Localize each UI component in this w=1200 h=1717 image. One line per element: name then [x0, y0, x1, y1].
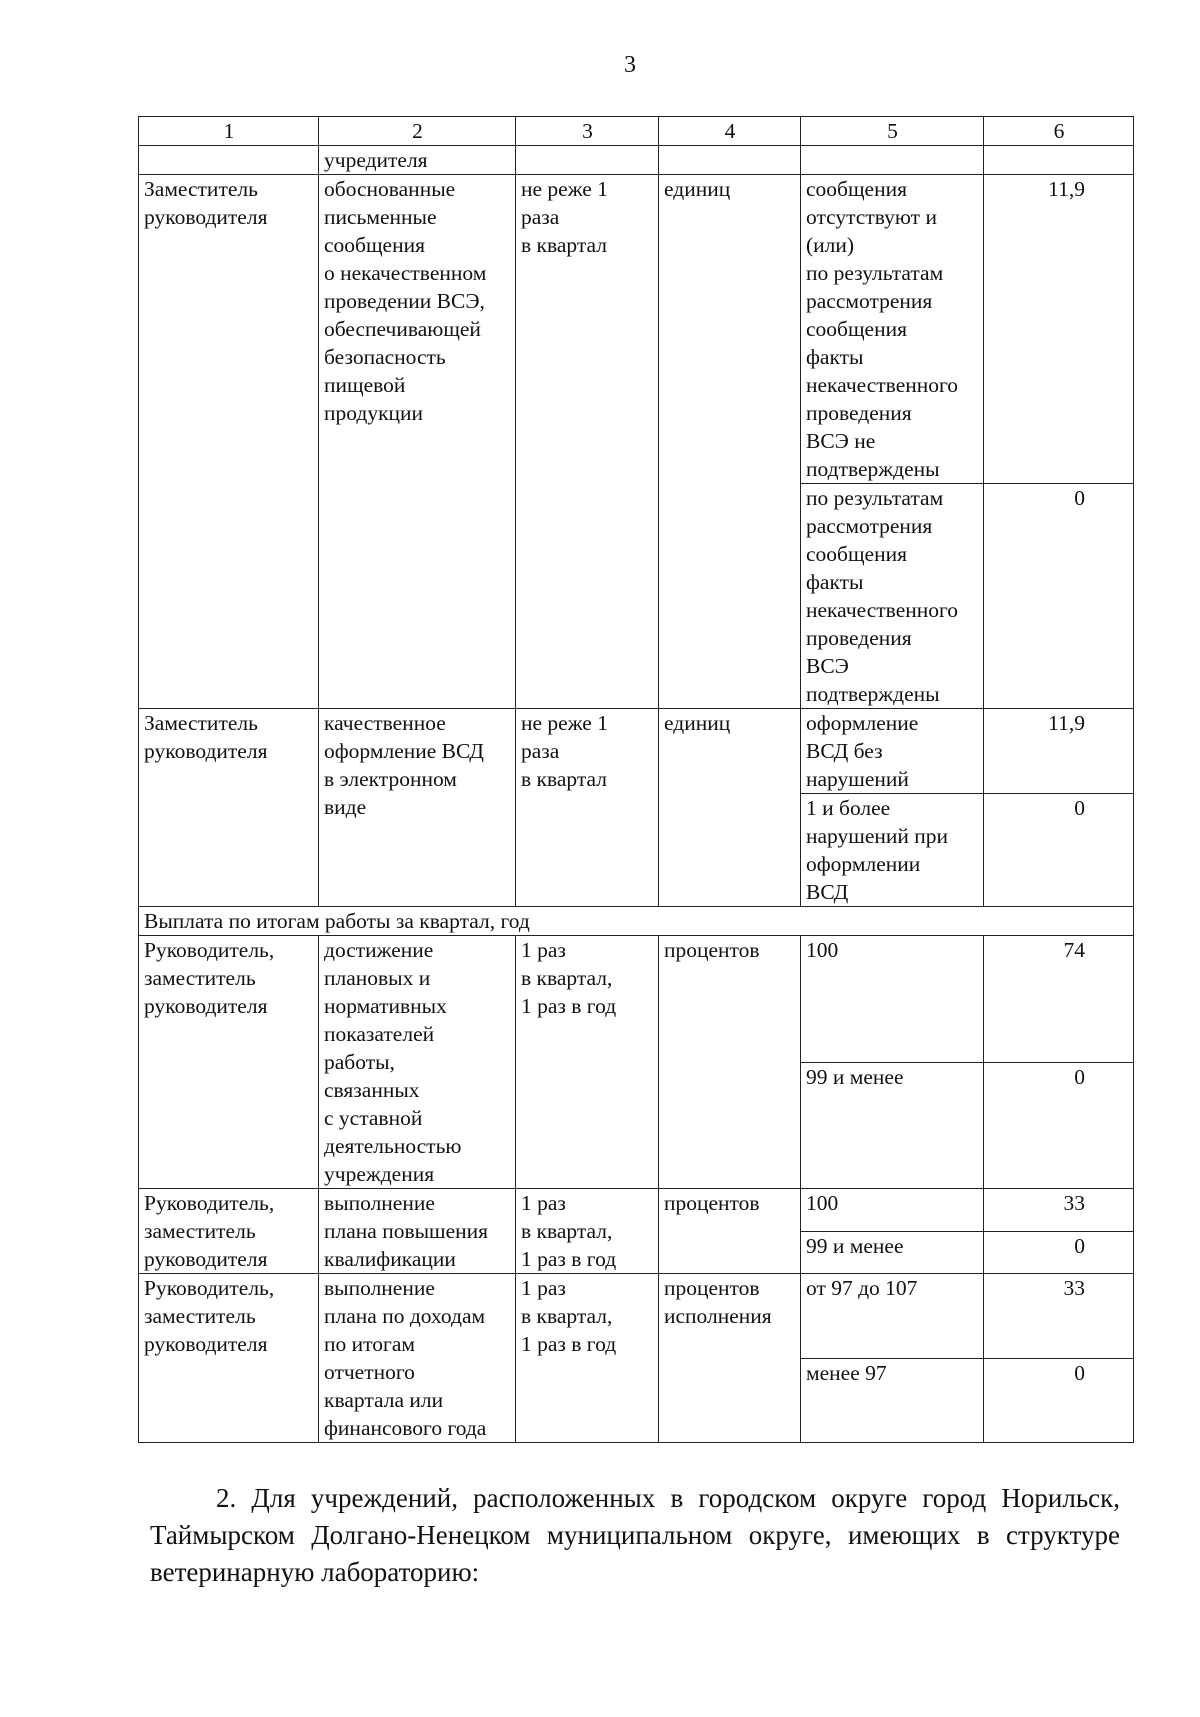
unit-cell: процентов исполнения — [659, 1274, 801, 1443]
position-cell: Руководитель, заместитель руководителя — [139, 1189, 319, 1274]
points-cell: 0 — [984, 1231, 1134, 1274]
indicator-cell: учредителя — [319, 146, 516, 175]
body-paragraph: 2. Для учреждений, расположенных в городском округе город Норильск, Таймырском Долгано-Ненецком муниципальном округе, имеющих в структуре ветеринарную лабораторию: — [150, 1483, 1120, 1587]
indicators-table — [138, 116, 1134, 1443]
header-cell: 4 — [659, 117, 801, 146]
unit-cell: процентов — [659, 1189, 801, 1274]
table-header-row — [139, 117, 1134, 146]
periodicity-cell: 1 раз в квартал, 1 раз в год — [516, 936, 659, 1189]
position-cell: Заместитель руководителя — [139, 709, 319, 907]
indicator-cell: выполнение плана повышения квалификации — [319, 1189, 516, 1274]
points-cell: 33 — [984, 1274, 1134, 1359]
table-row — [139, 936, 1134, 1063]
periodicity-cell: 1 раз в квартал, 1 раз в год — [516, 1189, 659, 1274]
header-cell: 2 — [319, 117, 516, 146]
section-row — [139, 907, 1134, 936]
header-cell: 6 — [984, 117, 1134, 146]
periodicity-cell: не реже 1 раза в квартал — [516, 175, 659, 709]
points-cell: 0 — [984, 794, 1134, 907]
points-cell: 0 — [984, 1358, 1134, 1443]
criterion-cell: 100 — [801, 1189, 984, 1232]
criterion-cell: оформление ВСД без нарушений — [801, 709, 984, 794]
criterion-cell: 99 и менее — [801, 1062, 984, 1189]
table-row — [139, 709, 1134, 794]
periodicity-cell: не реже 1 раза в квартал — [516, 709, 659, 907]
position-cell: Руководитель, заместитель руководителя — [139, 1274, 319, 1443]
section-title: Выплата по итогам работы за квартал, год — [139, 907, 1134, 936]
header-cell: 1 — [139, 117, 319, 146]
points-cell: 11,9 — [984, 709, 1134, 794]
table-row — [139, 1274, 1134, 1359]
table-row — [139, 146, 1134, 175]
points-cell: 11,9 — [984, 175, 1134, 484]
criterion-cell: от 97 до 107 — [801, 1274, 984, 1359]
criterion-cell: 1 и более нарушений при оформлении ВСД — [801, 794, 984, 907]
position-cell: Заместитель руководителя — [139, 175, 319, 709]
points-cell: 33 — [984, 1189, 1134, 1232]
header-cell: 3 — [516, 117, 659, 146]
points-cell: 0 — [984, 1062, 1134, 1189]
periodicity-cell: 1 раз в квартал, 1 раз в год — [516, 1274, 659, 1443]
points-cell: 74 — [984, 936, 1134, 1063]
indicator-cell: качественное оформление ВСД в электронном виде — [319, 709, 516, 907]
points-cell: 0 — [984, 484, 1134, 709]
indicator-cell: достижение плановых и нормативных показателей работы, связанных с уставной деятельностью учреждения — [319, 936, 516, 1189]
indicator-cell: выполнение плана по доходам по итогам отчетного квартала или финансового года — [319, 1274, 516, 1443]
indicator-cell: обоснованные письменные сообщения о некачественном проведении ВСЭ, обеспечивающей безопасность пищевой продукции — [319, 175, 516, 709]
unit-cell: единиц — [659, 709, 801, 907]
unit-cell: процентов — [659, 936, 801, 1189]
criterion-cell: сообщения отсутствуют и (или) по результатам рассмотрения сообщения факты некачественного проведения ВСЭ не подтверждены — [801, 175, 984, 484]
criterion-cell: по результатам рассмотрения сообщения факты некачественного проведения ВСЭ подтверждены — [801, 484, 984, 709]
criterion-cell: менее 97 — [801, 1358, 984, 1443]
header-cell: 5 — [801, 117, 984, 146]
unit-cell: единиц — [659, 175, 801, 709]
criterion-cell: 100 — [801, 936, 984, 1063]
criterion-cell: 99 и менее — [801, 1231, 984, 1274]
page-number: 3 — [624, 52, 636, 78]
table-row — [139, 1189, 1134, 1232]
table-row — [139, 175, 1134, 484]
position-cell: Руководитель, заместитель руководителя — [139, 936, 319, 1189]
